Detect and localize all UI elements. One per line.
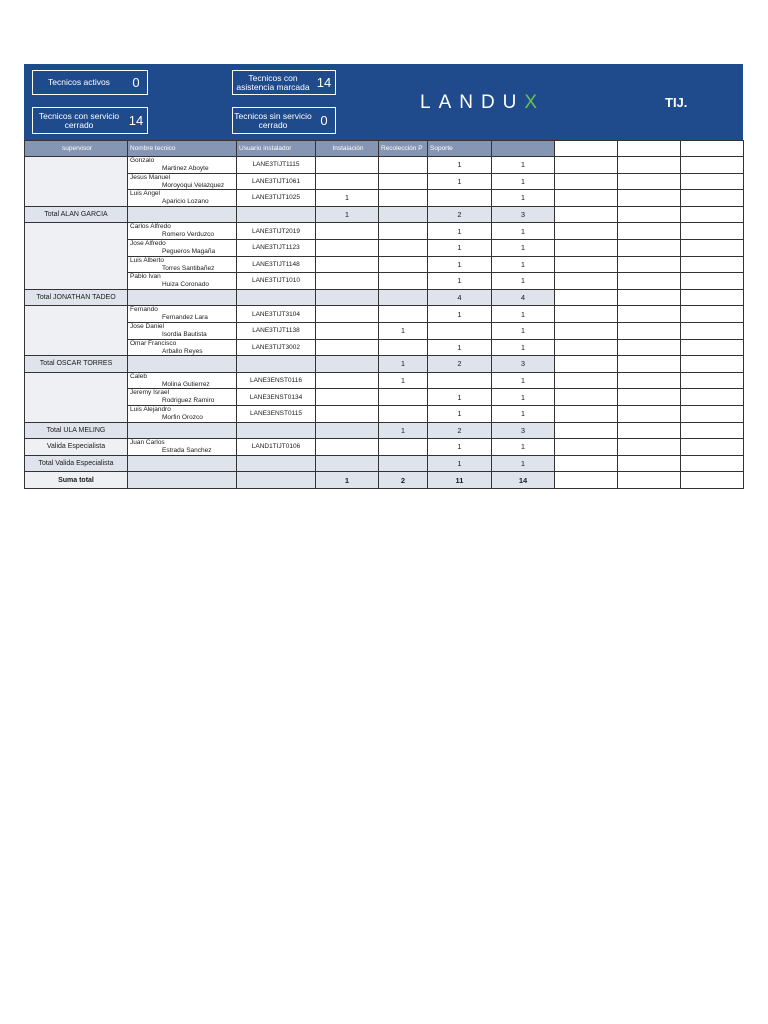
user-cell: LANE3TIJT3002 [237, 339, 316, 356]
technician-name-cell [128, 372, 237, 389]
last-name: Isordia Bautista [162, 330, 207, 338]
count-cell-total: 1 [492, 190, 555, 207]
count-cell-inst [316, 306, 379, 323]
col-header-name: Nombre tecnico [128, 141, 237, 157]
count-cell-total: 1 [492, 173, 555, 190]
kpi-value: 0 [320, 113, 328, 128]
subtotal-sop: 2 [428, 356, 492, 373]
first-name: Gonzalo [130, 157, 155, 164]
first-name: Jeremy Israel [130, 389, 170, 397]
blank-cell [128, 455, 237, 472]
blank-cell [128, 472, 237, 489]
empty-cell [618, 356, 681, 373]
table-row [25, 322, 744, 339]
empty-cell [555, 422, 618, 439]
table-row [25, 339, 744, 356]
last-name: Aparicio Lozano [162, 198, 209, 206]
count-cell-inst [316, 273, 379, 290]
last-name: Moroyoqui Velazquez [162, 181, 225, 189]
empty-cell [681, 455, 744, 472]
technician-name-cell [128, 190, 237, 207]
count-cell-rec [379, 405, 428, 422]
subtotal-rec: 1 [379, 422, 428, 439]
empty-cell [555, 389, 618, 406]
first-name: Jose Alfredo [130, 239, 166, 247]
subtotal-inst [316, 422, 379, 439]
empty-cell [681, 389, 744, 406]
subtotal-rec [379, 206, 428, 223]
table-row [25, 389, 744, 406]
count-cell-total: 1 [492, 157, 555, 174]
count-cell-total: 1 [492, 389, 555, 406]
empty-cell [681, 306, 744, 323]
count-cell-sop: 1 [428, 405, 492, 422]
user-cell: LANE3TIJT1061 [237, 173, 316, 190]
technician-name-cell [128, 405, 237, 422]
empty-cell [681, 322, 744, 339]
count-cell-total: 1 [492, 273, 555, 290]
col-header-total [492, 141, 555, 157]
blank-cell [128, 206, 237, 223]
subtotal-rec [379, 455, 428, 472]
empty-cell [618, 455, 681, 472]
empty-cell [555, 173, 618, 190]
kpi-label: Tecnicos sin servicio cerrado [234, 110, 312, 130]
first-name: Jose Daniel [130, 322, 164, 330]
table-header-row [25, 141, 744, 157]
kpi-value: 14 [316, 75, 332, 90]
empty-cell [681, 356, 744, 373]
count-cell-inst [316, 405, 379, 422]
supervisor-cell [25, 223, 128, 289]
empty-cell [555, 273, 618, 290]
count-cell-total: 1 [492, 239, 555, 256]
empty-cell [618, 206, 681, 223]
first-name: Jesus Manuel [130, 173, 171, 181]
technician-name-cell [128, 157, 237, 174]
user-cell: LANE3TIJT1115 [237, 157, 316, 174]
first-name: Luis Alejandro [130, 405, 171, 413]
header-banner [24, 64, 743, 140]
last-name: Molina Gutierrez [162, 380, 210, 388]
table-row [25, 439, 744, 456]
last-name: Romero Verduzco [162, 231, 215, 239]
empty-cell [555, 206, 618, 223]
subtotal-row [25, 356, 744, 373]
region-label: TIJ. [665, 95, 688, 110]
subtotal-label: Total Valida Especialista [25, 455, 128, 472]
grand-total-inst: 1 [316, 472, 379, 489]
table-row [25, 157, 744, 174]
kpi-service-not-closed [232, 107, 336, 134]
blank-cell [237, 289, 316, 306]
subtotal-inst [316, 455, 379, 472]
user-cell: LANE3TIJT1025 [237, 190, 316, 207]
subtotal-row [25, 422, 744, 439]
grand-total-rec: 2 [379, 472, 428, 489]
table-row [25, 273, 744, 290]
empty-header-cell [555, 141, 618, 157]
count-cell-sop: 1 [428, 339, 492, 356]
subtotal-total: 3 [492, 422, 555, 439]
empty-cell [681, 206, 744, 223]
subtotal-total: 1 [492, 455, 555, 472]
count-cell-sop: 1 [428, 239, 492, 256]
user-cell: LANE3TIJT1010 [237, 273, 316, 290]
empty-cell [681, 472, 744, 489]
empty-cell [555, 157, 618, 174]
technician-name-cell [128, 339, 237, 356]
subtotal-rec [379, 289, 428, 306]
grand-total-row [25, 472, 744, 489]
kpi-attendance-marked [232, 70, 336, 95]
empty-cell [681, 339, 744, 356]
subtotal-row [25, 289, 744, 306]
technician-name-cell [128, 389, 237, 406]
user-cell: LANE3TIJT1123 [237, 239, 316, 256]
subtotal-rec: 1 [379, 356, 428, 373]
first-name: Caleb [130, 372, 147, 380]
user-cell: LANE3ENST0115 [237, 405, 316, 422]
empty-cell [555, 322, 618, 339]
empty-cell [555, 372, 618, 389]
empty-cell [555, 223, 618, 240]
empty-cell [681, 273, 744, 290]
empty-cell [618, 157, 681, 174]
count-cell-sop: 1 [428, 256, 492, 273]
user-cell: LAND1TIJT0106 [237, 439, 316, 456]
last-name: Morfin Orozco [162, 413, 203, 421]
table-row [25, 306, 744, 323]
empty-cell [618, 322, 681, 339]
technician-name-cell [128, 322, 237, 339]
count-cell-total: 1 [492, 322, 555, 339]
last-name: Arballo Reyes [162, 347, 203, 355]
count-cell-sop [428, 322, 492, 339]
col-header-supervisor: supervisor [25, 141, 128, 157]
supervisor-cell [25, 306, 128, 356]
grand-total-label: Suma total [25, 472, 128, 489]
subtotal-inst: 1 [316, 206, 379, 223]
count-cell-rec [379, 223, 428, 240]
count-cell-rec [379, 306, 428, 323]
count-cell-inst [316, 157, 379, 174]
empty-cell [681, 372, 744, 389]
subtotal-sop: 1 [428, 455, 492, 472]
kpi-label: Tecnicos activos [48, 77, 110, 87]
count-cell-inst [316, 173, 379, 190]
table-row [25, 223, 744, 240]
subtotal-label: Total ULA MELING [25, 422, 128, 439]
col-header-user: Usuario instalador [237, 141, 316, 157]
last-name: Rodriguez Ramiro [162, 397, 215, 405]
user-cell: LANE3TIJT1148 [237, 256, 316, 273]
empty-cell [555, 439, 618, 456]
technician-name-cell [128, 256, 237, 273]
count-cell-rec [379, 190, 428, 207]
count-cell-sop [428, 372, 492, 389]
count-cell-sop: 1 [428, 306, 492, 323]
empty-cell [618, 173, 681, 190]
empty-cell [618, 190, 681, 207]
empty-cell [681, 173, 744, 190]
empty-cell [681, 190, 744, 207]
count-cell-total: 1 [492, 256, 555, 273]
empty-cell [618, 439, 681, 456]
empty-cell [681, 239, 744, 256]
table-row [25, 239, 744, 256]
count-cell-total: 1 [492, 339, 555, 356]
first-name: Fernando [130, 306, 158, 314]
first-name: Luis Alberto [130, 256, 164, 264]
table-row [25, 173, 744, 190]
empty-cell [618, 422, 681, 439]
count-cell-inst [316, 339, 379, 356]
last-name: Pegueros Magaña [162, 247, 216, 255]
count-cell-total: 1 [492, 439, 555, 456]
subtotal-sop: 2 [428, 206, 492, 223]
last-name: Huiza Coronado [162, 281, 209, 289]
count-cell-rec [379, 157, 428, 174]
table-row [25, 405, 744, 422]
empty-cell [555, 190, 618, 207]
empty-cell [618, 273, 681, 290]
count-cell-rec [379, 256, 428, 273]
user-cell: LANE3TIJT1138 [237, 322, 316, 339]
count-cell-sop: 1 [428, 157, 492, 174]
empty-cell [618, 372, 681, 389]
blank-cell [237, 455, 316, 472]
blank-cell [128, 289, 237, 306]
count-cell-inst [316, 322, 379, 339]
blank-cell [237, 206, 316, 223]
user-cell: LANE3TIJT2019 [237, 223, 316, 240]
subtotal-label: Total JONATHAN TADEO [25, 289, 128, 306]
blank-cell [237, 356, 316, 373]
col-header-installation: Instalación [316, 141, 379, 157]
empty-cell [555, 289, 618, 306]
count-cell-total: 1 [492, 223, 555, 240]
subtotal-label: Total ALAN GARCIA [25, 206, 128, 223]
last-name: Estrada Sanchez [162, 447, 212, 455]
count-cell-rec [379, 239, 428, 256]
empty-cell [555, 256, 618, 273]
empty-cell [681, 223, 744, 240]
landux-logo [420, 92, 545, 114]
technician-table [24, 140, 744, 489]
count-cell-rec [379, 439, 428, 456]
count-cell-inst [316, 223, 379, 240]
supervisor-cell [25, 372, 128, 422]
supervisor-cell: Valida Especialista [25, 439, 128, 456]
empty-cell [555, 356, 618, 373]
user-cell: LANE3ENST0116 [237, 372, 316, 389]
subtotal-inst [316, 356, 379, 373]
count-cell-sop: 1 [428, 173, 492, 190]
empty-cell [618, 306, 681, 323]
technician-name-cell [128, 273, 237, 290]
count-cell-inst [316, 256, 379, 273]
empty-cell [555, 339, 618, 356]
count-cell-sop: 1 [428, 223, 492, 240]
empty-cell [618, 256, 681, 273]
grand-total-sop: 11 [428, 472, 492, 489]
count-cell-sop: 1 [428, 439, 492, 456]
empty-cell [681, 256, 744, 273]
blank-cell [128, 356, 237, 373]
empty-cell [555, 239, 618, 256]
technician-name-cell [128, 173, 237, 190]
count-cell-total: 1 [492, 306, 555, 323]
table-row [25, 256, 744, 273]
kpi-value: 0 [132, 75, 140, 90]
count-cell-rec: 1 [379, 372, 428, 389]
user-cell: LANE3TIJT3104 [237, 306, 316, 323]
empty-cell [681, 422, 744, 439]
blank-cell [128, 422, 237, 439]
subtotal-row [25, 455, 744, 472]
first-name: Pablo Ivan [130, 273, 161, 281]
table-row [25, 190, 744, 207]
empty-cell [618, 472, 681, 489]
empty-cell [555, 472, 618, 489]
empty-cell [618, 405, 681, 422]
technician-name-cell [128, 306, 237, 323]
subtotal-sop: 4 [428, 289, 492, 306]
col-header-support: Soporte [428, 141, 492, 157]
first-name: Luis Angel [130, 190, 160, 198]
technician-name-cell [128, 223, 237, 240]
count-cell-sop: 1 [428, 389, 492, 406]
count-cell-total: 1 [492, 372, 555, 389]
count-cell-sop [428, 190, 492, 207]
subtotal-inst [316, 289, 379, 306]
table-row [25, 372, 744, 389]
kpi-label: Tecnicos con asistencia marcada [236, 72, 310, 92]
first-name: Carlos Alfredo [130, 223, 171, 231]
empty-header-cell [618, 141, 681, 157]
kpi-value: 14 [128, 113, 144, 128]
empty-cell [618, 389, 681, 406]
count-cell-rec [379, 339, 428, 356]
subtotal-total: 4 [492, 289, 555, 306]
count-cell-inst [316, 239, 379, 256]
subtotal-total: 3 [492, 206, 555, 223]
last-name: Martinez Aboyte [162, 165, 209, 172]
empty-cell [681, 439, 744, 456]
blank-cell [237, 472, 316, 489]
subtotal-total: 3 [492, 356, 555, 373]
count-cell-total: 1 [492, 405, 555, 422]
first-name: Juan Carlos [130, 439, 165, 447]
last-name: Torres Santibañez [162, 264, 215, 272]
count-cell-inst: 1 [316, 190, 379, 207]
first-name: Omar Francisco [130, 339, 177, 347]
count-cell-inst [316, 372, 379, 389]
supervisor-cell [25, 157, 128, 207]
technician-name-cell [128, 239, 237, 256]
subtotal-row [25, 206, 744, 223]
count-cell-inst [316, 439, 379, 456]
count-cell-rec: 1 [379, 322, 428, 339]
last-name: Fernandez Lara [162, 314, 208, 322]
count-cell-sop: 1 [428, 273, 492, 290]
empty-cell [618, 223, 681, 240]
subtotal-sop: 2 [428, 422, 492, 439]
empty-cell [618, 239, 681, 256]
empty-cell [681, 289, 744, 306]
empty-cell [618, 339, 681, 356]
grand-total-total: 14 [492, 472, 555, 489]
kpi-label: Tecnicos con servicio cerrado [38, 110, 120, 130]
subtotal-label: Total OSCAR TORRES [25, 356, 128, 373]
blank-cell [237, 422, 316, 439]
empty-cell [555, 455, 618, 472]
empty-cell [555, 405, 618, 422]
count-cell-rec [379, 173, 428, 190]
user-cell: LANE3ENST0134 [237, 389, 316, 406]
count-cell-rec [379, 273, 428, 290]
logo-accent: X [524, 92, 546, 113]
kpi-service-closed [32, 107, 148, 134]
empty-cell [555, 306, 618, 323]
empty-cell [681, 405, 744, 422]
count-cell-rec [379, 389, 428, 406]
empty-cell [618, 289, 681, 306]
count-cell-inst [316, 389, 379, 406]
empty-cell [681, 157, 744, 174]
logo-text: LANDU [420, 92, 525, 113]
col-header-pickup: Recolección P [379, 141, 428, 157]
kpi-active-technicians [32, 70, 148, 95]
technician-name-cell [128, 439, 237, 456]
empty-header-cell [681, 141, 744, 157]
